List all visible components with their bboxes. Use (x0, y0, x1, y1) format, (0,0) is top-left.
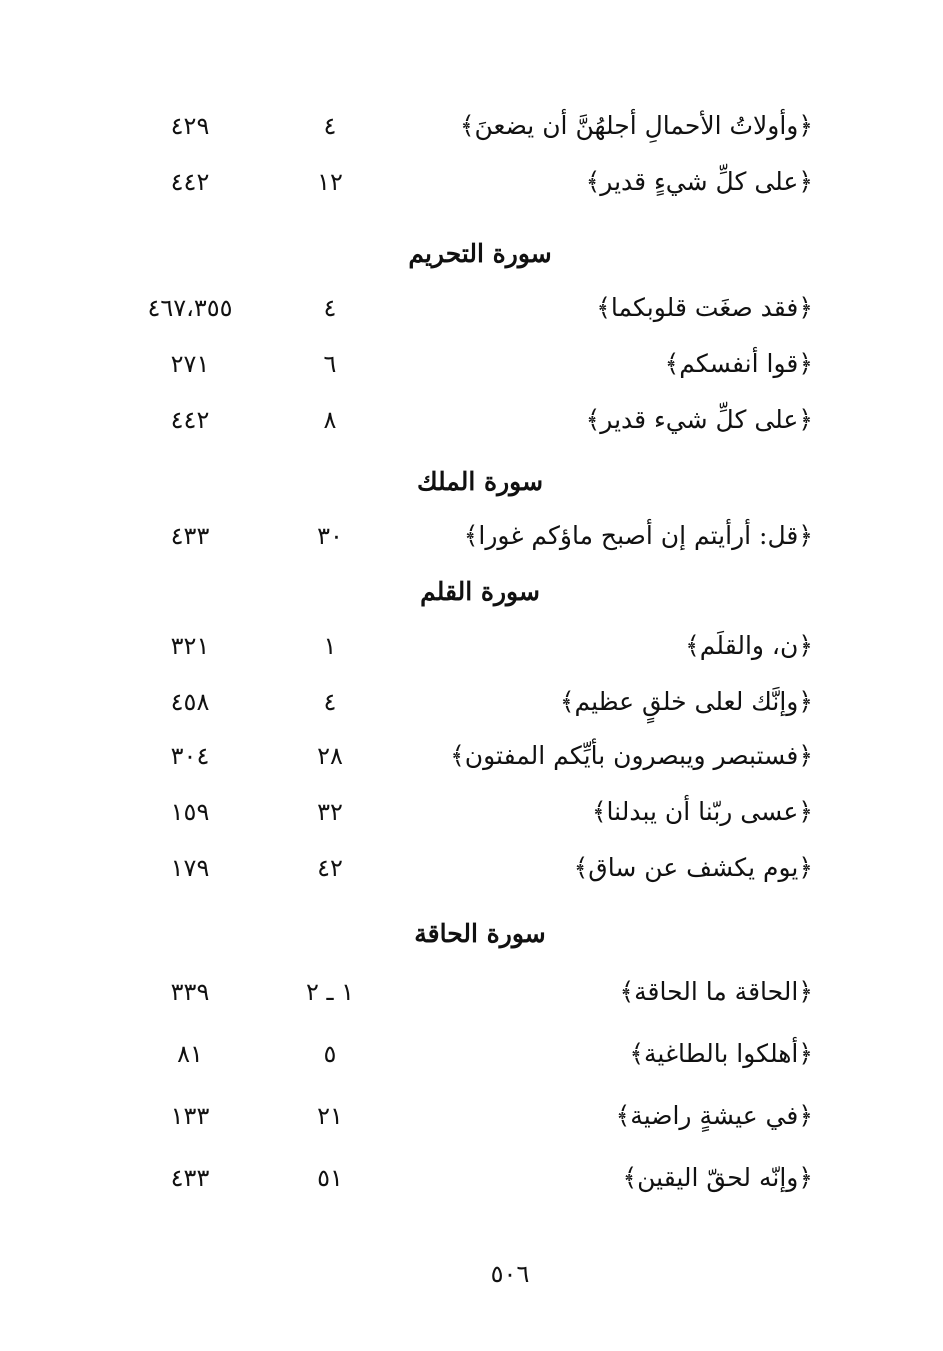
verse-entry (0, 288, 943, 328)
ayah-number: ٢٨ (317, 742, 343, 770)
ayah-number: ٣٠ (317, 522, 343, 550)
verse-entry (0, 682, 943, 722)
verse-text: ﴿الحاقة ما الحاقة﴾ (619, 977, 813, 1006)
verse-entry (0, 792, 943, 832)
verse-text: ﴿قوا أنفسكم﴾ (664, 349, 813, 378)
ayah-number: ٨ (323, 406, 337, 434)
page-number: ٥٠٦ (490, 1260, 530, 1288)
page-reference: ٤٤٢ (170, 168, 210, 196)
verse-text: ﴿ن، والقلَم﴾ (685, 631, 813, 660)
page-reference: ٤٣٣ (170, 1164, 210, 1192)
ayah-number: ٢١ (317, 1102, 343, 1130)
page-reference: ٤٥٨ (170, 688, 210, 716)
ayah-number: ١٢ (317, 168, 343, 196)
ayah-number: ٥١ (317, 1164, 343, 1192)
verse-text: ﴿وإنَّك لعلى خلقٍ عظيم﴾ (559, 687, 813, 716)
ayah-number: ٤ (323, 112, 337, 140)
surah-heading: سورة القلم (420, 577, 540, 606)
verse-entry (0, 400, 943, 440)
page-reference: ٢٧١ (170, 350, 210, 378)
verse-entry (0, 626, 943, 666)
ayah-number: ١ (323, 632, 337, 660)
page-reference: ٤٦٧،٣٥٥ (147, 294, 233, 322)
ayah-number: ١ ـ ٢ (305, 978, 355, 1006)
page-reference: ٣٣٩ (170, 978, 210, 1006)
verse-entry (0, 736, 943, 776)
verse-text: ﴿أهلكوا بالطاغية﴾ (629, 1039, 813, 1068)
verse-text: ﴿فستبصر ويبصرون بأيِّكم المفتون﴾ (450, 741, 813, 770)
verse-text: ﴿على كلِّ شيءٍ قدير﴾ (585, 167, 813, 196)
verse-entry (0, 972, 943, 1012)
verse-text: ﴿يوم يكشف عن ساق﴾ (573, 853, 813, 882)
verse-text: ﴿قل: أرأيتم إن أصبح ماؤكم غورا﴾ (463, 521, 813, 550)
page-reference: ١٣٣ (170, 1102, 210, 1130)
verse-entry (0, 516, 943, 556)
page-reference: ٣٢١ (170, 632, 210, 660)
ayah-number: ٤ (323, 294, 337, 322)
page-reference: ١٥٩ (170, 798, 210, 826)
ayah-number: ٤٢ (317, 854, 343, 882)
verse-entry (0, 1096, 943, 1136)
ayah-number: ٦ (323, 350, 337, 378)
page-reference: ٤٢٩ (170, 112, 210, 140)
verse-entry (0, 1158, 943, 1198)
page-reference: ٤٣٣ (170, 522, 210, 550)
surah-heading: سورة الحاقة (414, 919, 546, 948)
ayah-number: ٤ (323, 688, 337, 716)
verse-entry (0, 162, 943, 202)
verse-entry (0, 848, 943, 888)
verse-text: ﴿وإنّه لحقّ اليقين﴾ (622, 1163, 813, 1192)
verse-text: ﴿وأولاتُ الأحمالِ أجلهُنَّ أن يضعنَ﴾ (459, 111, 813, 140)
verse-entry (0, 106, 943, 146)
verse-text: ﴿على كلِّ شيء قدير﴾ (585, 405, 813, 434)
ayah-number: ٥ (323, 1040, 337, 1068)
verse-text: ﴿في عيشةٍ راضية﴾ (615, 1101, 813, 1130)
verse-entry (0, 344, 943, 384)
page-reference: ١٧٩ (170, 854, 210, 882)
surah-heading: سورة الملك (416, 467, 544, 496)
ayah-number: ٣٢ (317, 798, 343, 826)
surah-heading: سورة التحريم (408, 239, 552, 268)
verse-entry (0, 1034, 943, 1074)
page-reference: ٨١ (177, 1040, 203, 1068)
page-reference: ٤٤٢ (170, 406, 210, 434)
verse-text: ﴿عسى ربّنا أن يبدلنا﴾ (591, 797, 813, 826)
verse-text: ﴿فقد صغَت قلوبكما﴾ (596, 293, 813, 322)
page-reference: ٣٠٤ (170, 742, 210, 770)
